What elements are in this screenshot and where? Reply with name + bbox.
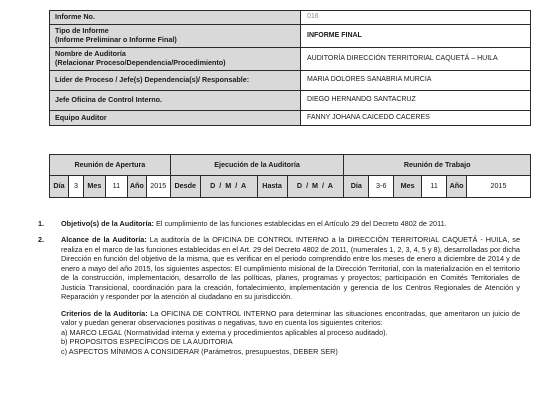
table-row [50,71,531,91]
header-trabajo: Reunión de Trabajo [344,155,531,176]
section-number: 2. [38,235,45,245]
field-value: MARIA DOLORES SANABRIA MURCIA [301,71,531,91]
from-date: D / M / A [200,176,257,198]
table-row [50,91,531,111]
table-row [50,25,531,48]
field-label: Jefe Oficina de Control Interno. [50,91,301,111]
year-value: 2015 [467,176,531,198]
day-value: 3 [68,176,83,198]
criteria-item: b) PROPOSITOS ESPECÍFICOS DE LA AUDITORIA [61,337,233,347]
table-row [50,155,531,176]
table-row [50,176,531,198]
year-label: Año [447,176,467,198]
field-label: Equipo Auditor [50,111,301,126]
table-row [50,11,531,25]
field-value: INFORME FINAL [301,25,531,48]
field-label: Informe No. [50,11,301,25]
table-row [50,111,531,126]
header-apertura: Reunión de Apertura [50,155,171,176]
month-value: 11 [422,176,447,198]
to-label: Hasta [257,176,287,198]
day-label: Día [50,176,69,198]
criteria-item: a) MARCO LEGAL (Normatividad interna y externa y procedimientos aplicables al proceso auditado). [61,327,388,337]
header-ejecucion: Ejecución de la Auditoría [170,155,344,176]
year-value: 2015 [146,176,170,198]
field-value: AUDITORÍA DIRECCIÓN TERRITORIAL CAQUETÁ – HUILA [301,48,531,71]
report-info-table [49,10,531,126]
section-number: 1. [38,219,45,228]
schedule-table [49,154,531,198]
field-value: 016 [301,11,531,25]
field-value: DIEGO HERNANDO SANTACRUZ [301,91,531,111]
field-label: Tipo de Informe (Informe Preliminar o Informe Final) [50,25,301,48]
section-text: Alcance de la Auditoría: La auditoría de la OFICINA DE CONTROL INTERNO a la DIRECCIÓN TERRITORIAL CAQUETÁ - HUILA, se realiza en el marco de las funciones establecidas en el Art. 29 del Decreto 4802 de 2011, (numerales 1, 2, 3, 4, 5 y 8), desarrolladas por dicha Dirección en función del objetivo de la misma, que es verificar en el periodo comprendido entre los meses de enero a diciembre de 2014 y de enero a mayo del año 2015, los siguientes aspectos: El cumplimiento misional de la Dirección Territorial, con la materialización en el territorio de la construcción, implementación, desarrollo de las políticas, planes, programas y proyectos; participación en Comités Territoriales de Justicia Transicional, coordinación para la creación, fortalecimiento, implementación y gerencia de los Centros Regionales de Atención y Reparación y responder por la atención al ciudadano en su jurisdicción. [61,235,520,302]
table-row [50,48,531,71]
section-criteria [61,309,520,356]
day-value: 3-6 [369,176,394,198]
section-objective [38,219,520,228]
section-text: Objetivo(s) de la Auditoría: El cumplimiento de las funciones establecidas en el Artículo 29 del Decreto 4802 de 2011. [61,219,447,228]
criteria-intro: Criterios de la Auditoría: La OFICINA DE CONTROL INTERNO para determinar las situaciones encontradas, que ameritaron un juicio de valor y puedan generar observaciones positivas o negativas, tuvo en cuenta los siguientes criterios: [61,308,521,328]
month-label: Mes [83,176,105,198]
to-date: D / M / A [287,176,344,198]
field-label: Líder de Proceso / Jefe(s) Dependencia(s)/ Responsable: [50,71,301,91]
month-label: Mes [394,176,422,198]
year-label: Año [127,176,146,198]
report-body [38,219,520,356]
day-label: Día [344,176,369,198]
section-scope [38,235,520,301]
field-value: FANNY JOHANA CAICEDO CACERES [301,111,531,126]
field-label: Nombre de Auditoría (Relacionar Proceso/Dependencia/Procedimiento) [50,48,301,71]
criteria-item: c) ASPECTOS MÍNIMOS A CONSIDERAR (Parámetros, presupuestos, DEBER SER) [61,346,338,356]
month-value: 11 [105,176,127,198]
from-label: Desde [170,176,200,198]
